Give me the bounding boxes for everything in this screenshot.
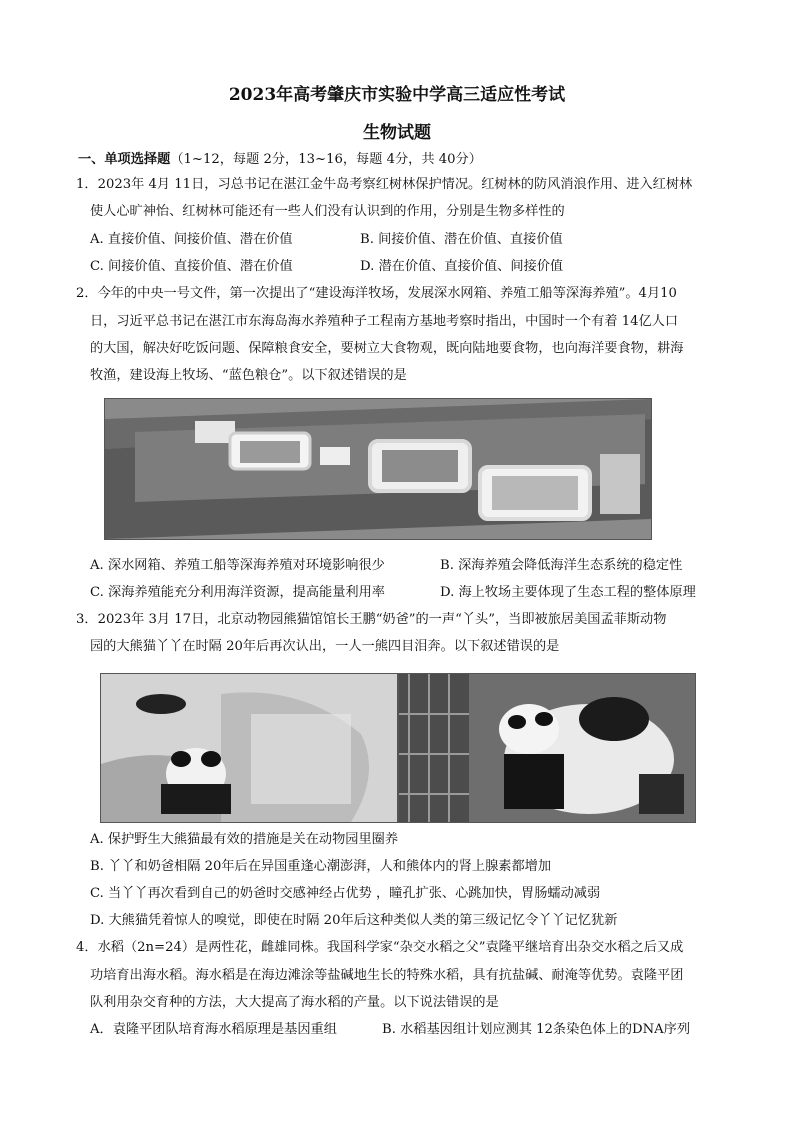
q2-option-b[interactable]: B. 深海养殖会降低海洋生态系统的稳定性 (440, 558, 683, 573)
q3-option-c[interactable]: C. 当丫丫再次看到自己的奶爸时交感神经占优势 ，瞳孔扩张、心跳加快，胃肠蠕动减弱 (90, 886, 601, 901)
q1-option-c[interactable]: C. 间接价值、直接价值、潜在价值 (90, 259, 293, 274)
q2-stem-line1: 2．今年的中央一号文件，第一次提出了“建设海洋牧场，发展深水网箱、养殖工船等深海养殖”。4月10 (76, 286, 677, 301)
q3-option-a[interactable]: A. 保护野生大熊猫最有效的措施是关在动物园里圈养 (90, 832, 399, 847)
panda-photo-left (100, 673, 398, 823)
q1-option-a[interactable]: A. 直接价值、间接价值、潜在价值 (90, 232, 293, 247)
q4-option-a[interactable]: A．袁隆平团队培育海水稻原理是基因重组 (90, 1022, 337, 1037)
q2-option-a[interactable]: A. 深水网箱、养殖工船等深海养殖对环境影响很少 (90, 558, 385, 573)
q3-option-b[interactable]: B. 丫丫和奶爸相隔 20年后在异国重逢心潮澎湃，人和熊体内的肾上腺素都增加 (90, 859, 552, 874)
q2-stem-line3: 的大国，解决好吃饭问题、保障粮食安全，要树立大食物观，既向陆地要食物，也向海洋要食物，耕海 (90, 341, 684, 356)
q4-stem-line2: 功培育出海水稻。海水稻是在海边滩涂等盐碱地生长的特殊水稻，具有抗盐碱、耐淹等优势。袁隆平团 (90, 968, 684, 983)
q4-option-b[interactable]: B. 水稻基因组计划应测其 12条染色体上的DNA序列 (382, 1022, 691, 1037)
section-heading-note: （1~12，每题 2分，13~16，每题 4分，共 40分） (170, 152, 482, 167)
q1-option-b[interactable]: B. 间接价值、潜在价值、直接价值 (360, 232, 563, 247)
q4-stem-line3: 队利用杂交育种的方法，大大提高了海水稻的产量。以下说法错误的是 (90, 995, 499, 1010)
q1-stem-line2: 使人心旷神怡、红树林可能还有一些人们没有认识到的作用，分别是生物多样性的 (90, 204, 565, 219)
section-heading (78, 151, 718, 169)
q2-option-c[interactable]: C. 深海养殖能充分利用海洋资源，提高能量利用率 (90, 585, 385, 600)
aquaculture-ship-photo (104, 398, 652, 540)
q1-option-d[interactable]: D. 潜在价值、直接价值、间接价值 (360, 259, 564, 274)
section-heading-label: 一、单项选择题 (78, 152, 171, 167)
q1-stem-line1: 1．2023年 4月 11日，习总书记在湛江金牛岛考察红树林保护情况。红树林的防风消浪作用、进入红树林 (76, 177, 693, 192)
q3-option-d[interactable]: D. 大熊猫凭着惊人的嗅觉，即使在时隔 20年后这种类似人类的第三级记忆令丫丫记忆犹新 (90, 913, 618, 928)
exam-subtitle: 生物试题 (363, 123, 431, 143)
q2-option-d[interactable]: D. 海上牧场主要体现了生态工程的整体原理 (440, 585, 696, 600)
q2-stem-line2: 日，习近平总书记在湛江市东海岛海水养殖种子工程南方基地考察时指出，中国时一个有着 14亿人口 (90, 314, 679, 329)
q4-stem-line1: 4．水稻（2n=24）是两性花，雌雄同株。我国科学家“杂交水稻之父”袁隆平继培育出杂交水稻之后又成 (76, 940, 684, 955)
exam-title: 2023年高考肇庆市实验中学高三适应性考试 (228, 85, 566, 105)
panda-photo-right (398, 673, 696, 823)
q3-stem-line2: 园的大熊猫丫丫在时隔 20年后再次认出，一人一熊四目泪奔。以下叙述错误的是 (90, 639, 560, 654)
q3-stem-line1: 3．2023年 3月 17日，北京动物园熊猫馆馆长王鹏“奶爸”的一声“丫头”，当即被旅居美国孟菲斯动物 (76, 612, 667, 627)
q2-stem-line4: 牧渔，建设海上牧场、“蓝色粮仓”。以下叙述错误的是 (90, 368, 407, 383)
